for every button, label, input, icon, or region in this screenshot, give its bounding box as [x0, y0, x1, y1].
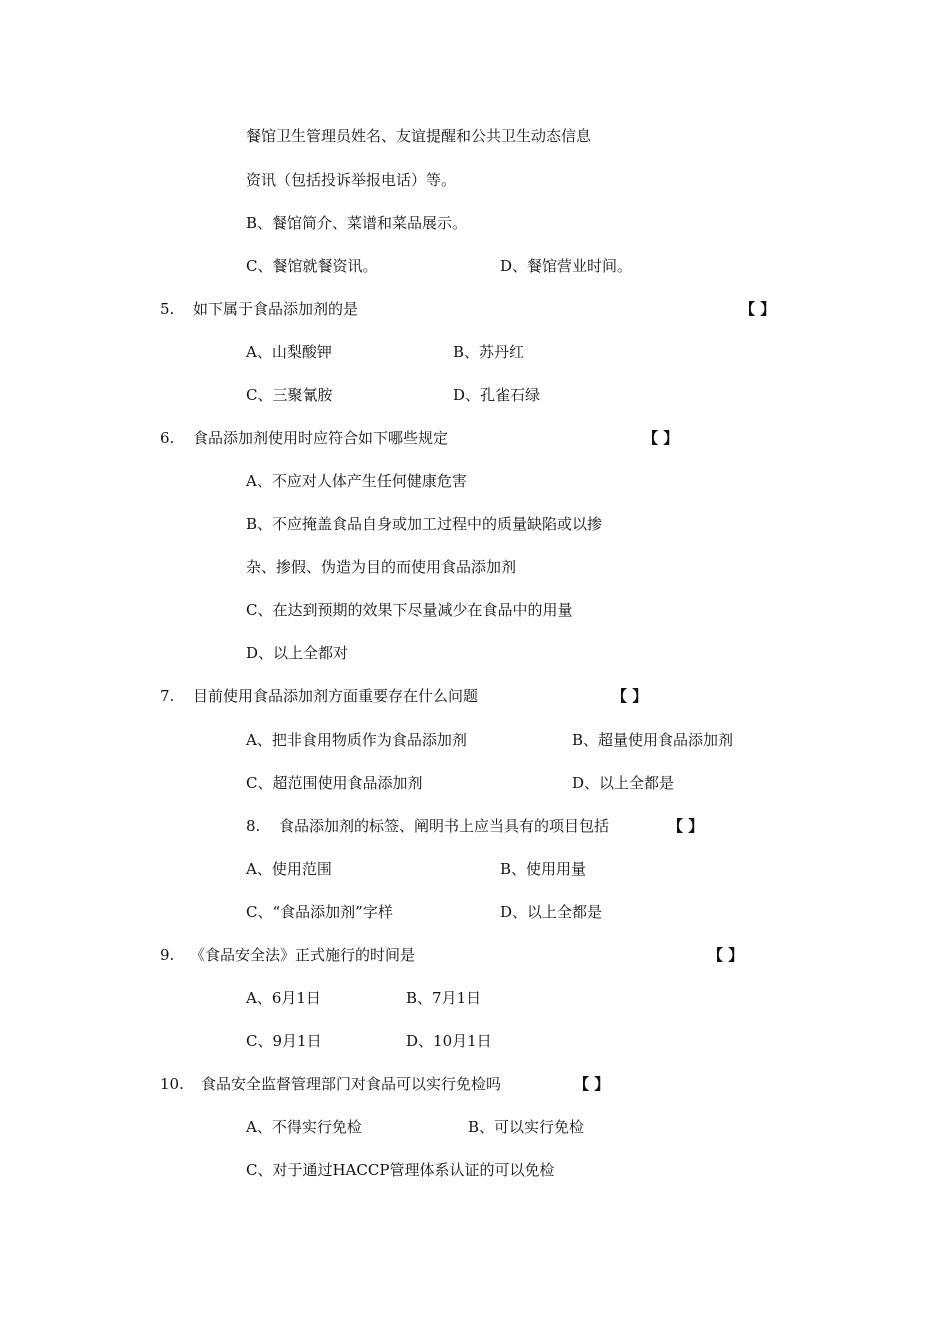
q5-option-b: B、苏丹红 [453, 343, 525, 361]
q6-option-b-line-1: B、不应掩盖食品自身或加工过程中的质量缺陷或以掺 [246, 515, 603, 533]
q6-option-a: A、不应对人体产生任何健康危害 [246, 472, 467, 490]
q9-text: 《食品安全法》正式施行的时间是 [190, 946, 416, 964]
q7-option-c: C、超范围使用食品添加剂 [246, 774, 423, 792]
q8-option-a: A、使用范围 [246, 860, 332, 878]
q6-option-d: D、以上全都对 [246, 644, 349, 662]
q7-option-a: A、把非食用物质作为食品添加剂 [246, 731, 467, 749]
q8-option-b: B、使用用量 [500, 860, 587, 878]
q7-number: 7. [160, 687, 175, 705]
q8-text: 食品添加剂的标签、阐明书上应当具有的项目包括 [279, 817, 610, 835]
q5-option-d: D、孔雀石绿 [453, 386, 541, 404]
q10-option-a: A、不得实行免检 [246, 1118, 362, 1136]
q7-text: 目前使用食品添加剂方面重要存在什么问题 [193, 687, 479, 705]
q9-option-d: D、10月1日 [406, 1032, 492, 1050]
q8-answer-bracket: 【 】 [668, 817, 704, 835]
q9-number: 9. [160, 946, 175, 964]
intro-option-b: B、餐馆简介、菜谱和菜品展示。 [246, 214, 468, 232]
q5-text: 如下属于食品添加剂的是 [193, 300, 359, 318]
q7-option-b: B、超量使用食品添加剂 [572, 731, 734, 749]
intro-line-2: 资讯（包括投诉举报电话）等。 [246, 171, 457, 189]
q6-option-b-line-2: 杂、掺假、伪造为目的而使用食品添加剂 [246, 558, 517, 576]
q10-answer-bracket: 【 】 [574, 1075, 610, 1093]
q10-option-c: C、对于通过HACCP管理体系认证的可以免检 [246, 1161, 555, 1179]
q10-text: 食品安全监督管理部门对食品可以实行免检吗 [201, 1075, 502, 1093]
q7-answer-bracket: 【 】 [612, 687, 648, 705]
q10-option-b: B、可以实行免检 [468, 1118, 585, 1136]
q9-option-a: A、6月1日 [246, 989, 321, 1007]
q5-option-c: C、三聚氰胺 [246, 386, 333, 404]
q8-option-d: D、以上全都是 [500, 903, 603, 921]
intro-option-d: D、餐馆营业时间。 [500, 257, 633, 275]
q5-answer-bracket: 【 】 [740, 300, 776, 318]
intro-option-c: C、餐馆就餐资讯。 [246, 257, 378, 275]
q6-option-c: C、在达到预期的效果下尽量减少在食品中的用量 [246, 601, 573, 619]
q10-number: 10. [160, 1075, 184, 1093]
intro-line-1: 餐馆卫生管理员姓名、友谊提醒和公共卫生动态信息 [246, 127, 592, 145]
q7-option-d: D、以上全都是 [572, 774, 675, 792]
q9-option-b: B、7月1日 [406, 989, 482, 1007]
q6-number: 6. [160, 429, 175, 447]
q6-text: 食品添加剂使用时应符合如下哪些规定 [193, 429, 449, 447]
q9-answer-bracket: 【 】 [708, 946, 744, 964]
q8-option-c: C、“食品添加剂”字样 [246, 903, 393, 921]
q9-option-c: C、9月1日 [246, 1032, 322, 1050]
q5-number: 5. [160, 300, 175, 318]
q6-answer-bracket: 【 】 [643, 429, 679, 447]
q8-number: 8. [246, 817, 261, 835]
q5-option-a: A、山梨酸钾 [246, 343, 332, 361]
